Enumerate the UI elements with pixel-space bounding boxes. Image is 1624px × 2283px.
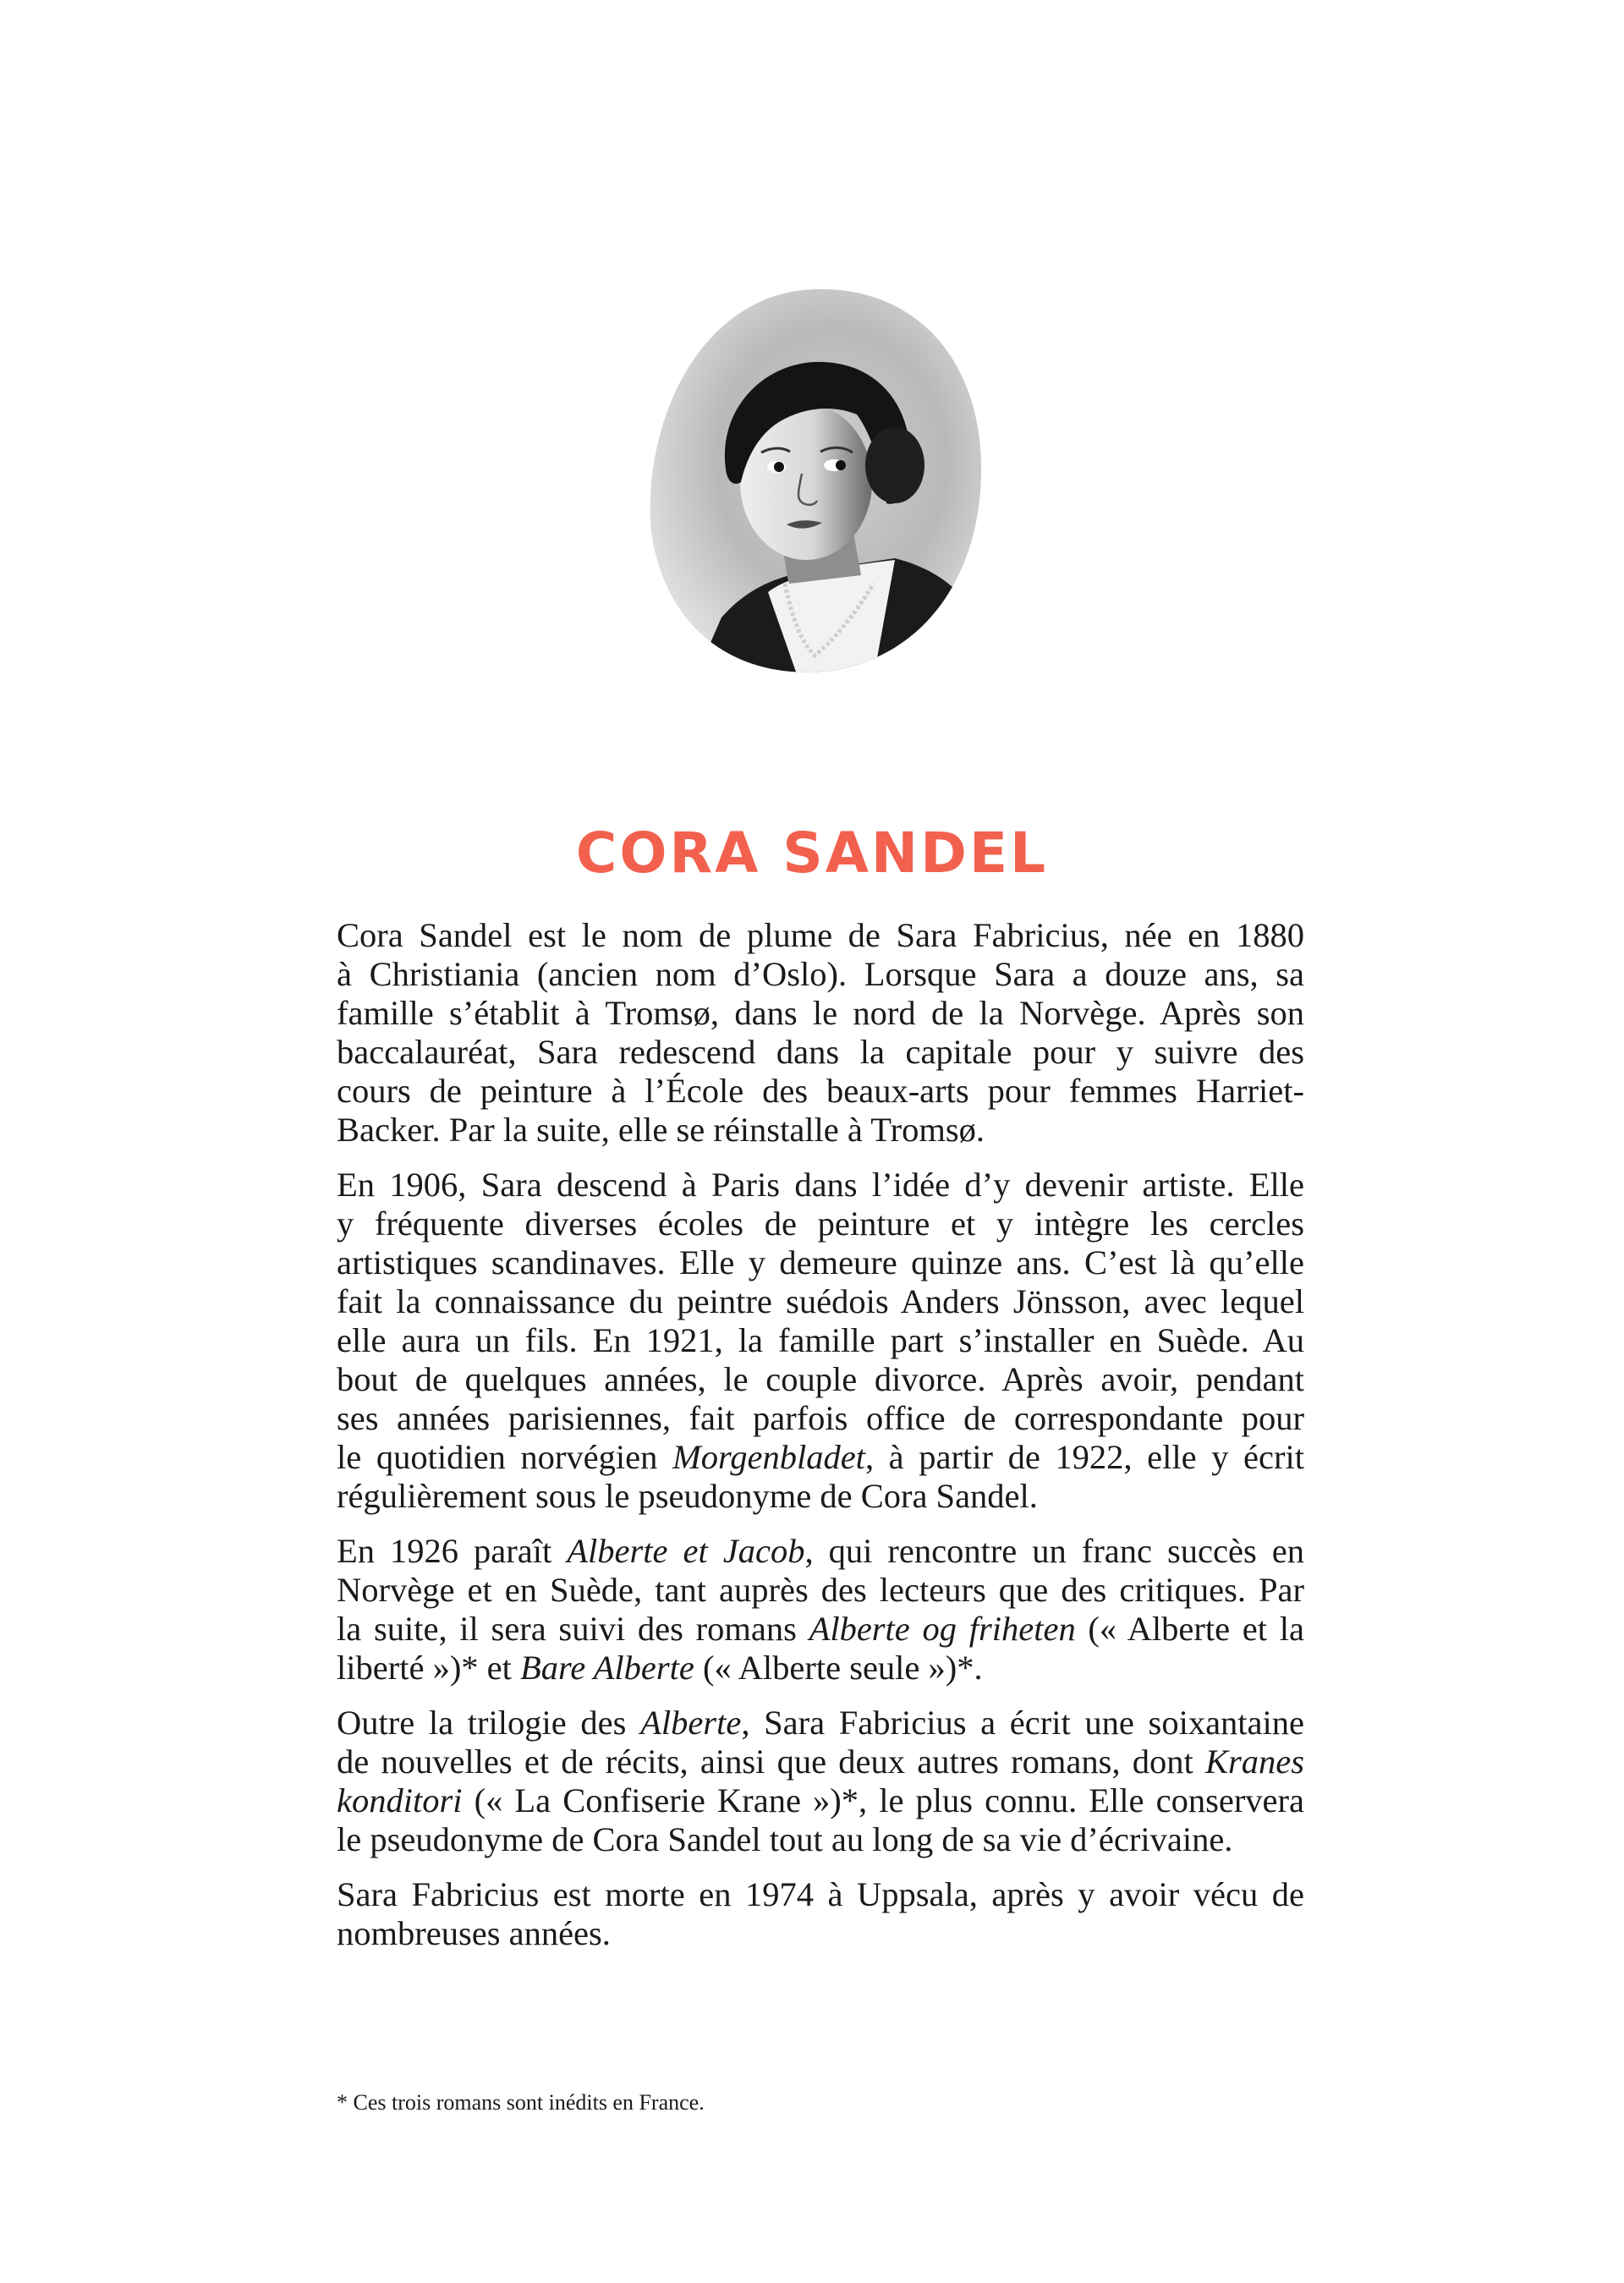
text-line: [337, 1033, 1304, 1072]
text-line: [337, 1205, 1304, 1243]
text-run: régulièrement sous le pseudonyme de Cora Sandel.: [337, 1477, 1038, 1515]
text-run: de nouvelles et de récits, ainsi que deux autres romans, dont: [337, 1742, 1205, 1781]
footnote: * Ces trois romans sont inédits en France.: [337, 2090, 705, 2115]
text-line: [337, 1321, 1304, 1360]
italic-title: Alberte et Jacob: [567, 1532, 805, 1570]
biography-text: [337, 916, 1304, 1969]
text-run: cours de peinture à l’École des beaux-arts pour femmes Harriet-: [337, 1072, 1304, 1110]
text-line: [337, 1532, 1304, 1571]
text-run: le quotidien norvégien: [337, 1438, 672, 1476]
text-run: nombreuses années.: [337, 1914, 611, 1952]
text-run: Sara Fabricius est morte en 1974 à Uppsala, après y avoir vécu de: [337, 1875, 1304, 1913]
text-line: [337, 1875, 1304, 1914]
text-run: Backer. Par la suite, elle se réinstalle à Tromsø.: [337, 1111, 985, 1149]
text-run: elle aura un fils. En 1921, la famille part s’installer en Suède. Au: [337, 1321, 1304, 1359]
text-run: artistiques scandinaves. Elle y demeure quinze ans. C’est là qu’elle: [337, 1243, 1304, 1281]
text-run: , Sara Fabricius a écrit une soixantaine: [741, 1704, 1304, 1742]
italic-title: Alberte: [640, 1704, 742, 1742]
text-line: [337, 994, 1304, 1033]
paragraph: [337, 1704, 1304, 1859]
text-line: [337, 1243, 1304, 1282]
text-run: , à partir de 1922, elle y écrit: [864, 1438, 1304, 1476]
text-run: à Christiania (ancien nom d’Oslo). Lorsque Sara a douze ans, sa: [337, 955, 1304, 993]
text-run: Cora Sandel est le nom de plume de Sara Fabricius, née en 1880: [337, 916, 1304, 954]
text-line: [337, 1820, 1304, 1859]
text-run: baccalauréat, Sara redescend dans la capitale pour y suivre des: [337, 1033, 1304, 1071]
paragraph: [337, 1875, 1304, 1953]
text-line: [337, 1399, 1304, 1438]
text-line: [337, 1610, 1304, 1649]
text-run: En 1906, Sara descend à Paris dans l’idée d’y devenir artiste. Elle: [337, 1166, 1304, 1204]
text-run: famille s’établit à Tromsø, dans le nord de la Norvège. Après son: [337, 994, 1304, 1032]
text-run: la suite, il sera suivi des romans: [337, 1610, 809, 1648]
paragraph: [337, 916, 1304, 1150]
italic-title: Bare Alberte: [520, 1649, 694, 1687]
text-line: [337, 1360, 1304, 1399]
text-run: liberté »)* et: [337, 1649, 521, 1687]
italic-title: Kranes: [1204, 1742, 1304, 1781]
text-run: fait la connaissance du peintre suédois Anders Jönsson, avec lequel: [337, 1282, 1304, 1320]
text-line: [337, 1781, 1304, 1820]
portrait-illustration: [641, 279, 988, 685]
text-line: [337, 1072, 1304, 1111]
text-line: [337, 1571, 1304, 1610]
page-title: CORA SANDEL: [575, 820, 1049, 886]
text-run: (« La Confiserie Krane »)*, le plus connu. Elle conservera: [462, 1781, 1304, 1819]
portrait-icon: [641, 279, 988, 685]
text-line: [337, 1742, 1304, 1781]
text-line: [337, 1166, 1304, 1205]
text-line: [337, 1649, 1304, 1688]
text-run: (« Alberte seule »)*.: [694, 1649, 983, 1687]
text-line: [337, 1704, 1304, 1742]
text-run: , qui rencontre un franc succès en: [804, 1532, 1304, 1570]
text-run: le pseudonyme de Cora Sandel tout au long de sa vie d’écrivaine.: [337, 1820, 1233, 1858]
text-run: y fréquente diverses écoles de peinture et y intègre les cercles: [337, 1205, 1304, 1243]
text-line: [337, 1914, 1304, 1953]
italic-title: konditori: [337, 1781, 463, 1819]
text-run: (« Alberte et la: [1075, 1610, 1304, 1648]
text-line: [337, 1477, 1304, 1516]
text-run: Norvège et en Suède, tant auprès des lecteurs que des critiques. Par: [337, 1571, 1304, 1609]
text-run: ses années parisiennes, fait parfois office de correspondante pour: [337, 1399, 1304, 1437]
text-run: En 1926 paraît: [337, 1532, 568, 1570]
text-run: Outre la trilogie des: [337, 1704, 641, 1742]
paragraph: [337, 1532, 1304, 1688]
text-run: bout de quelques années, le couple divorce. Après avoir, pendant: [337, 1360, 1304, 1398]
text-line: [337, 1438, 1304, 1477]
text-line: [337, 1282, 1304, 1321]
italic-title: Alberte og friheten: [809, 1610, 1076, 1648]
italic-title: Morgenbladet: [672, 1438, 865, 1476]
text-line: [337, 916, 1304, 955]
paragraph: [337, 1166, 1304, 1516]
text-line: [337, 1111, 1304, 1150]
text-line: [337, 955, 1304, 994]
